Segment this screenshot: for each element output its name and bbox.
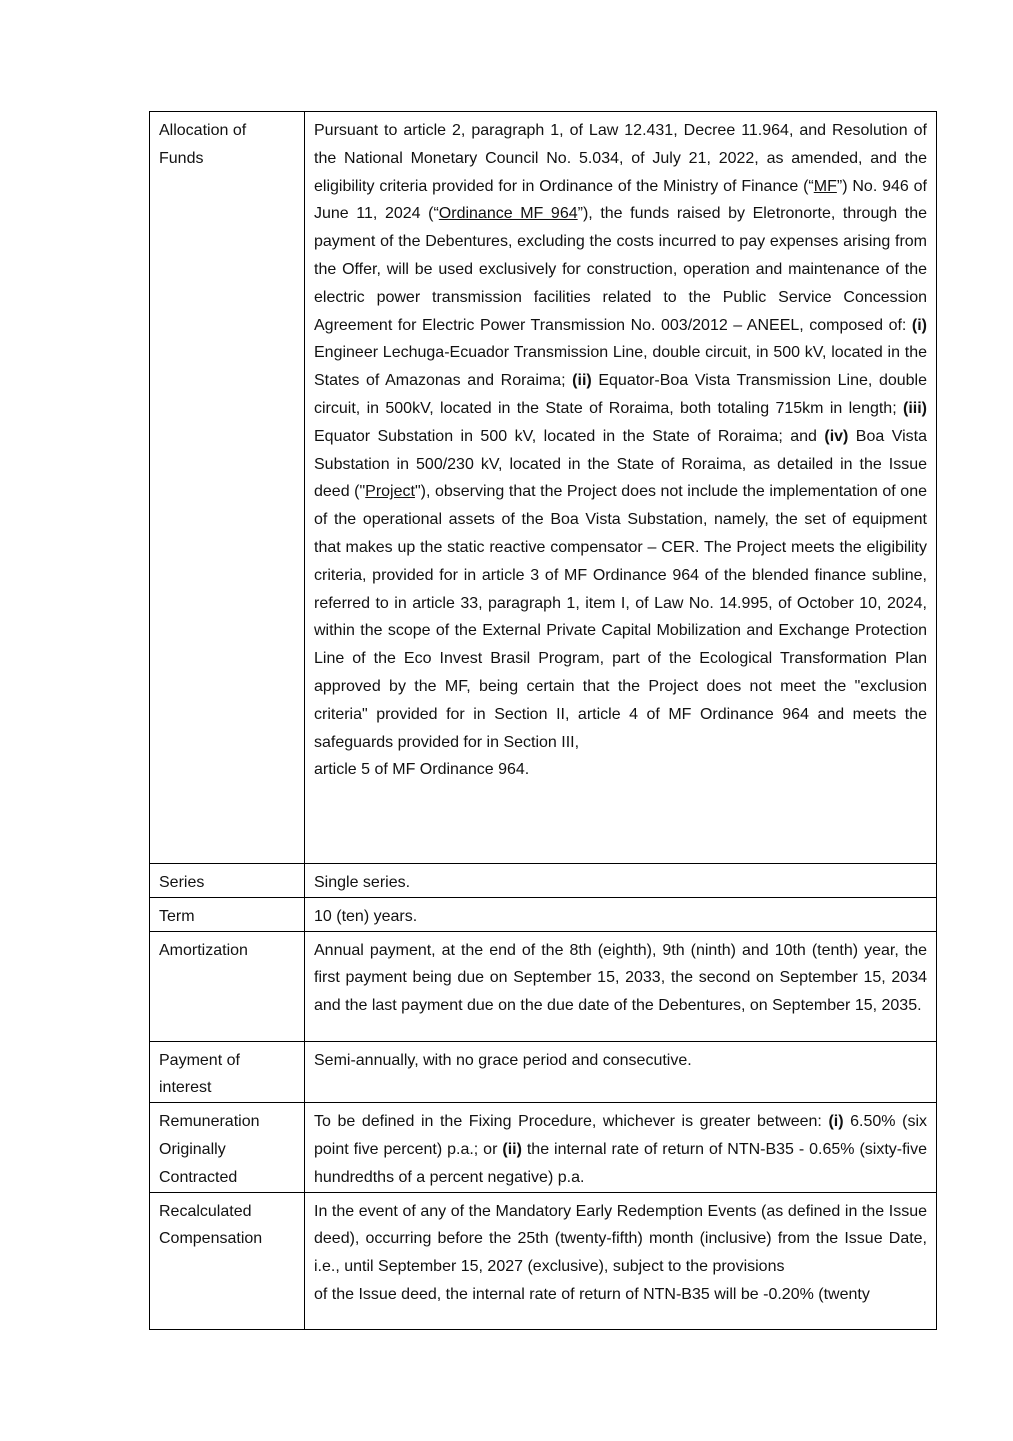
row-label: Allocation of Funds — [150, 112, 305, 864]
row-label: Term — [150, 897, 305, 931]
payment-of-interest-text: Semi-annually, with no grace period and consecutive. — [305, 1041, 937, 1103]
debenture-terms-table — [149, 111, 937, 1330]
table-row — [150, 897, 937, 931]
row-label: Recalculated Compensation — [150, 1192, 305, 1329]
remuneration-text: To be defined in the Fixing Procedure, whichever is greater between: (i) 6.50% (six point five percent) p.a.; or (ii) the internal rate of return of NTN-B35 - 0.65% (sixty-five hundredths of a percent negative) p.a. — [305, 1103, 937, 1192]
project-defined-term: Project — [365, 483, 415, 501]
row-label: Amortization — [150, 931, 305, 1041]
recalculated-compensation-text: In the event of any of the Mandatory Early Redemption Events (as defined in the Issue deed), occurring before the 25th (twenty-fifth) month (inclusive) from the Issue Date, i.e., until September 15, 2027 (exclusive), subject to the provisions of the Issue deed, the internal rate of return of NTN-B35 will be -0.20% (twenty — [305, 1192, 937, 1329]
row-label: Payment of interest — [150, 1041, 305, 1103]
table-row — [150, 112, 937, 864]
mf-defined-term: MF — [813, 177, 837, 195]
table-row — [150, 864, 937, 898]
ordinance-defined-term: Ordinance MF 964 — [438, 205, 578, 223]
amortization-text: Annual payment, at the end of the 8th (eighth), 9th (ninth) and 10th (tenth) year, the first payment being due on September 15, 2033, the second on September 15, 2034 and the last payment due on the due date of the Debentures, on September 15, 2035. — [305, 931, 937, 1041]
table-row — [150, 931, 937, 1041]
term-text: 10 (ten) years. — [305, 897, 937, 931]
table-row — [150, 1103, 937, 1192]
table-row — [150, 1041, 937, 1103]
row-label: Series — [150, 864, 305, 898]
series-text: Single series. — [305, 864, 937, 898]
row-label: Remuneration Originally Contracted — [150, 1103, 305, 1192]
allocation-of-funds-text: Pursuant to article 2, paragraph 1, of Law 12.431, Decree 11.964, and Resolution of the National Monetary Council No. 5.034, of July 21, 2022, as amended, and the eligibility criteria provided for in Ordinance of the Ministry of Finance (“MF”) No. 946 of June 11, 2024 (“Ordinance MF 964”), the funds raised by Eletronorte, through the payment of the Debentures, excluding the costs incurred to pay expenses arising from the Offer, will be used exclusively for construction, operation and maintenance of the electric power transmission facilities related to the Public Service Concession Agreement for Electric Power Transmission No. 003/2012 – ANEEL, composed of: (i) Engineer Lechuga-Ecuador Transmission Line, double circuit, in 500 kV, located in the States of Amazonas and Roraima; (ii) Equator-Boa Vista Transmission Line, double circuit, in 500kV, located in the State of Roraima, both totaling 715km in length; (iii) Equator Substation in 500 kV, located in the State of Roraima; and (iv) Boa Vista Substation in 500/230 kV, located in the State of Roraima, as detailed in the Issue deed ("Project"), observing that the Project does not include the implementation of one of the operational assets of the Boa Vista Substation, namely, the set of equipment that makes up the static reactive compensator – CER. The Project meets the eligibility criteria, provided for in article 3 of MF Ordinance 964 of the blended finance subline, referred to in article 33, paragraph 1, item I, of Law No. 14.995, of October 10, 2024, within the scope of the External Private Capital Mobilization and Exchange Protection Line of the Eco Invest Brasil Program, part of the Ecological Transformation Plan approved by the MF, being certain that the Project does not meet the "exclusion criteria" provided for in Section II, article 4 of MF Ordinance 964 and meets the safeguards provided for in Section III, article 5 of MF Ordinance 964. — [305, 112, 937, 864]
table-row — [150, 1192, 937, 1329]
